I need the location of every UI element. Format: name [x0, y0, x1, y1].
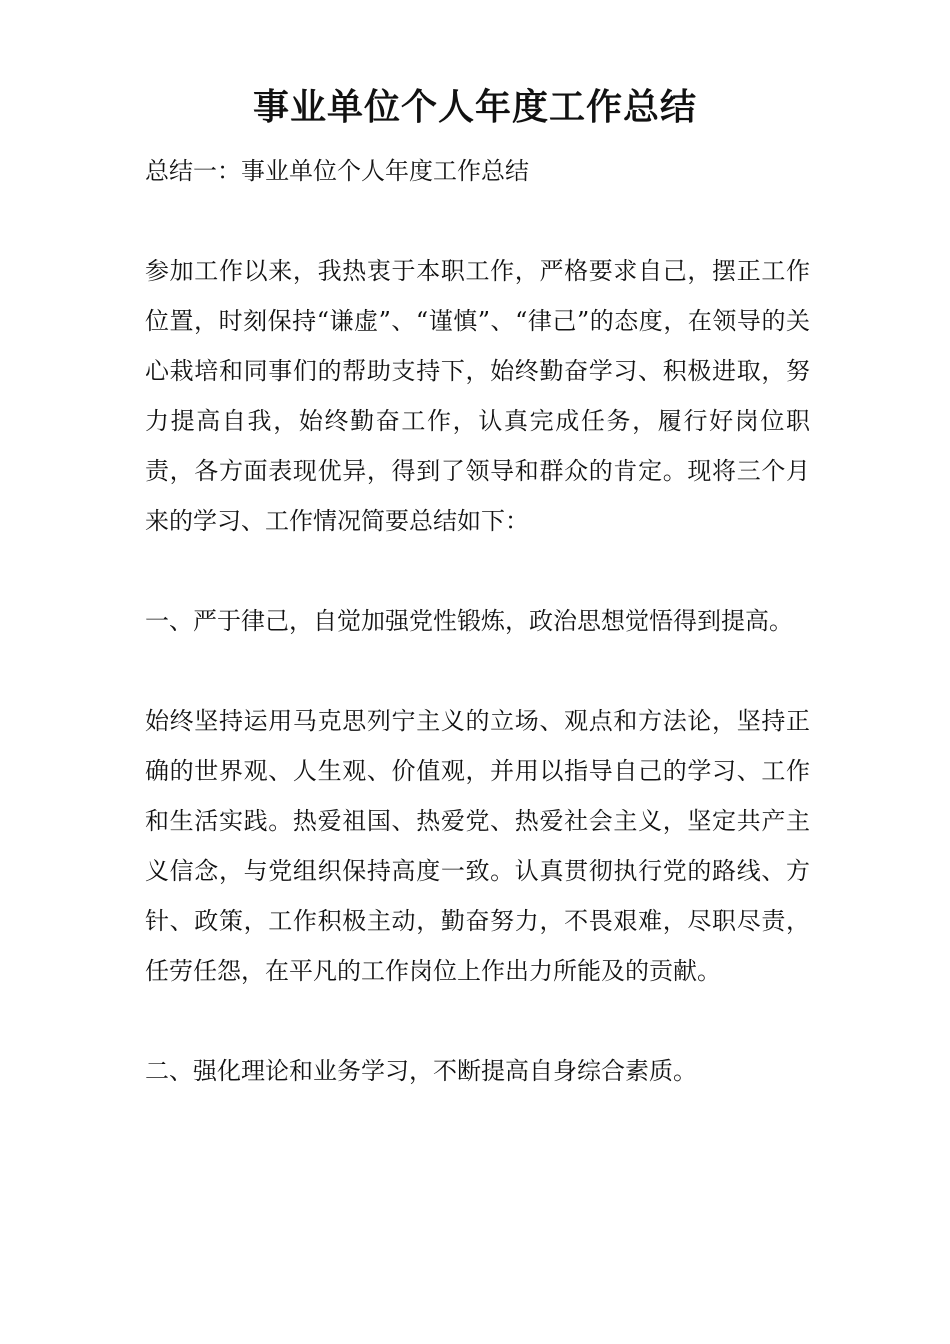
document-subtitle: 总结一：事业单位个人年度工作总结 [145, 157, 529, 185]
section-1-paragraph: 始终坚持运用马克思列宁主义的立场、观点和方法论，坚持正确的世界观、人生观、价值观，并用以指导自己的学习、工作和生活实践。热爱祖国、热爱党、热爱社会主义，坚定共产主义信念，与党组织保持高度一致。认真贯彻执行党的路线、方针、政策，工作积极主动，勤奋努力，不畏艰难，尽职尽责，任劳任怨，在平凡的工作岗位上作出力所能及的贡献。 [145, 707, 810, 985]
paragraph-spacer [145, 196, 810, 246]
intro-paragraph: 参加工作以来，我热衷于本职工作，严格要求自己，摆正工作位置，时刻保持“谦虚”、“谨慎”、“律己”的态度，在领导的关心栽培和同事们的帮助支持下，始终勤奋学习、积极进取，努力提高自我，始终勤奋工作，认真完成任务，履行好岗位职责，各方面表现优异，得到了领导和群众的肯定。现将三个月来的学习、工作情况简要总结如下： [145, 257, 810, 535]
section-heading-1: 一、严于律己，自觉加强党性锻炼，政治思想觉悟得到提高。 [145, 607, 793, 635]
paragraph-spacer [145, 996, 810, 1046]
section-heading-2: 二、强化理论和业务学习，不断提高自身综合素质。 [145, 1057, 697, 1085]
paragraph-spacer [145, 646, 810, 696]
document-title: 事业单位个人年度工作总结 [252, 86, 697, 128]
document-body [145, 146, 810, 1096]
paragraph-spacer [145, 546, 810, 596]
